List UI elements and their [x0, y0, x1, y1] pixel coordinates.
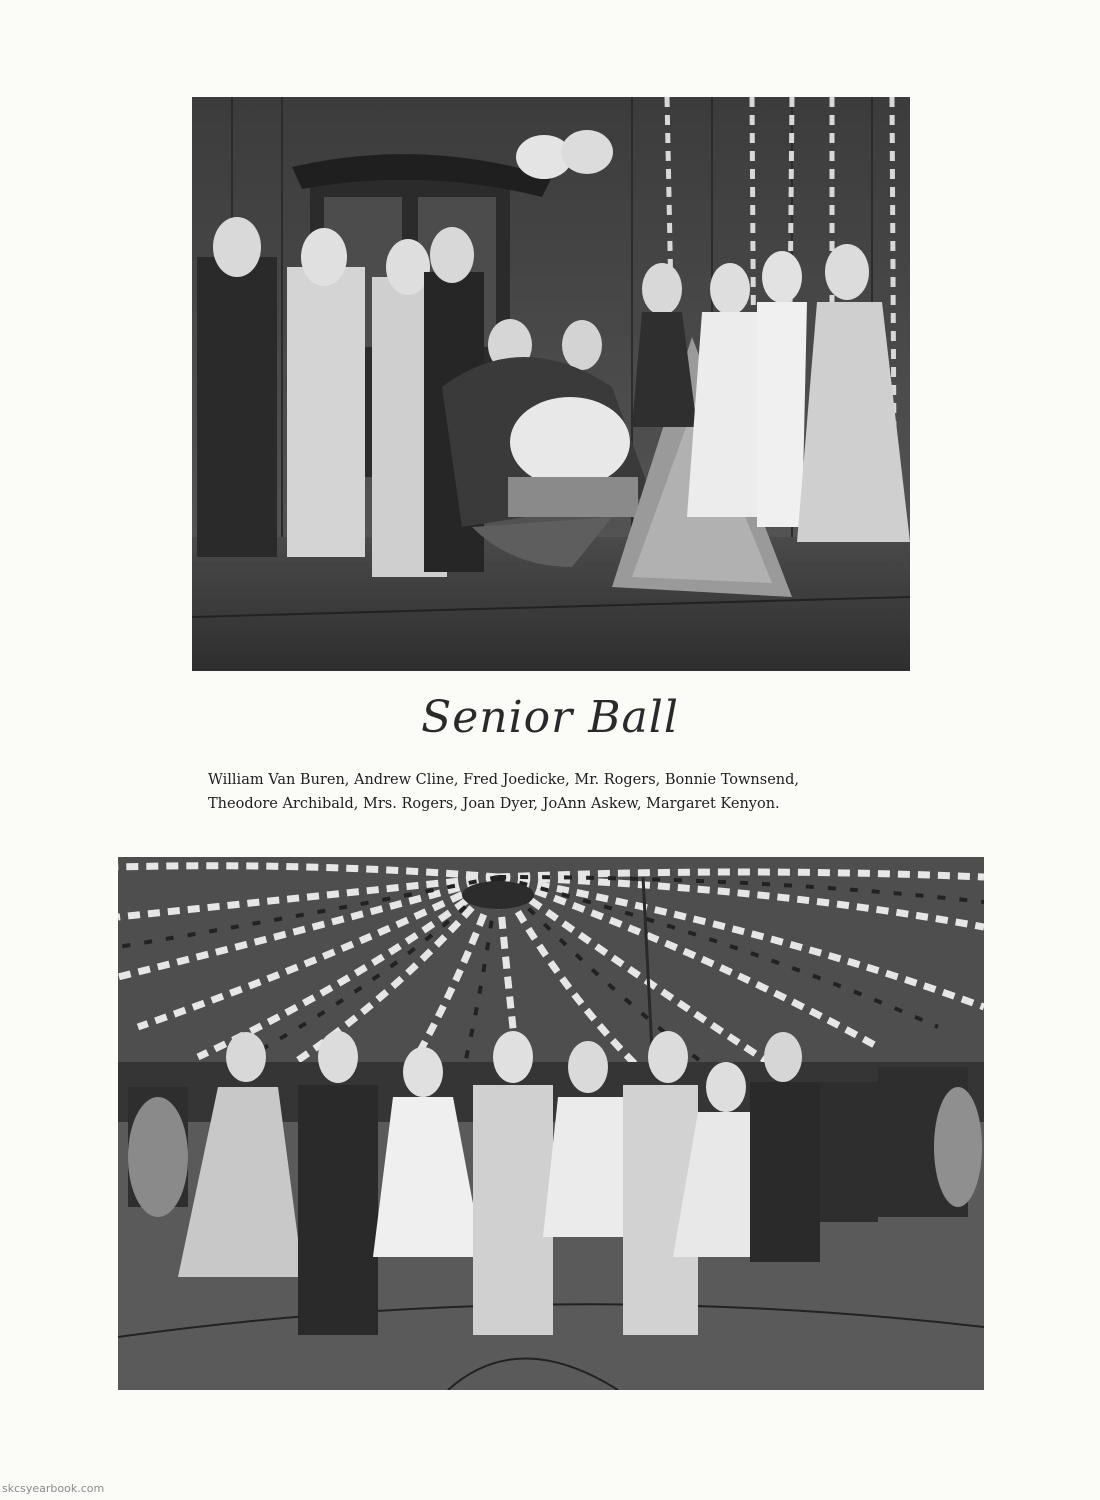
- photo-caption: [208, 768, 908, 816]
- caption-line-1: William Van Buren, Andrew Cline, Fred Joedicke, Mr. Rogers, Bonnie Townsend,: [208, 772, 800, 788]
- dance-floor-photo: [118, 857, 984, 1390]
- caption-line-2: Theodore Archibald, Mrs. Rogers, Joan Dyer, JoAnn Askew, Margaret Kenyon.: [208, 796, 780, 812]
- page-title: Senior Ball: [421, 692, 679, 743]
- watermark: skcsyearbook.com: [2, 1482, 105, 1495]
- court-group-photo: [192, 97, 910, 671]
